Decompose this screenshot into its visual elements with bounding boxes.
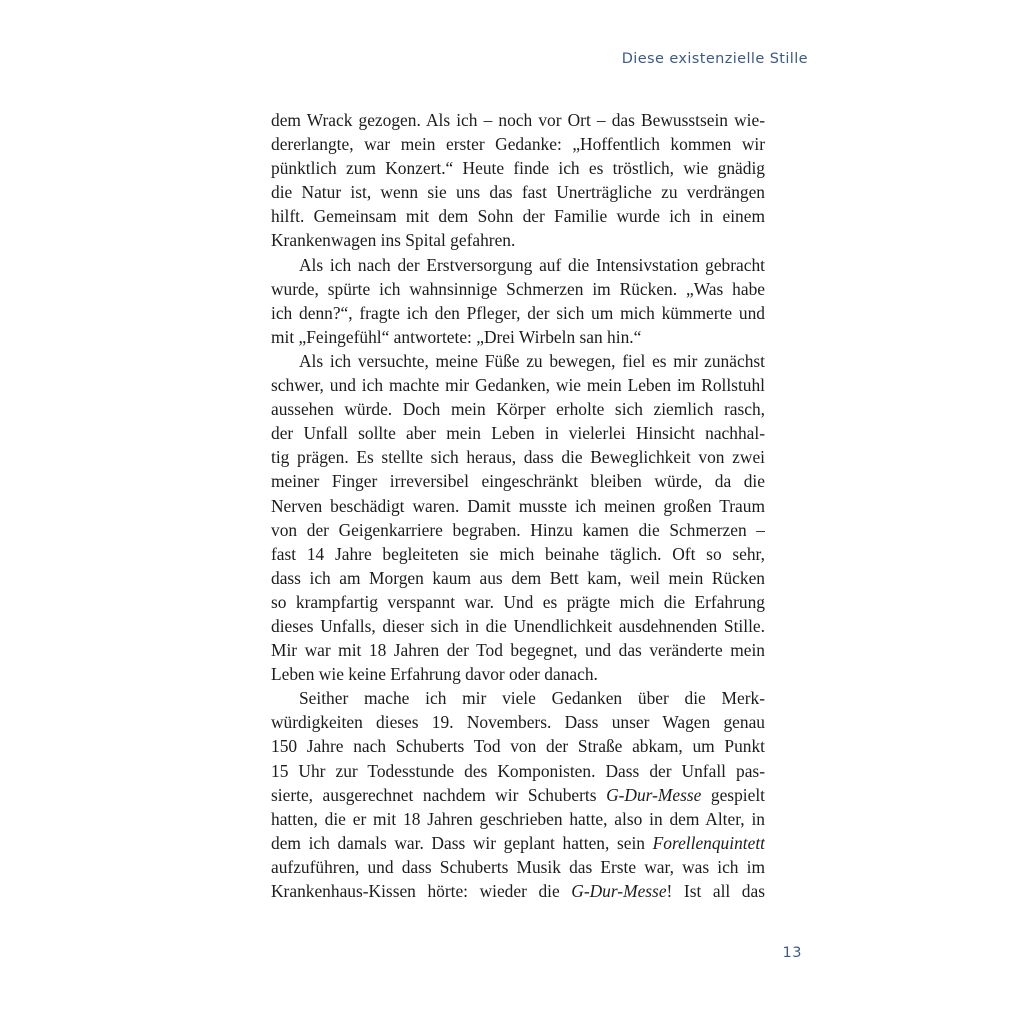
text-segment: 15 Uhr zur Todesstunde des Komponisten. Dass der Unfall pas-	[271, 760, 765, 781]
text-segment: so krampfartig verspannt war. Und es prägte mich die Erfahrung	[271, 591, 765, 612]
text-segment: gespielt	[701, 784, 765, 805]
text-segment: Seither mache ich mir viele Gedanken über die Merk-	[299, 688, 765, 709]
text-line	[271, 759, 765, 783]
text-segment: der Unfall sollte aber mein Leben in vielerlei Hinsicht nachhal-	[271, 423, 765, 444]
text-line	[271, 734, 765, 758]
text-segment: Nerven beschädigt waren. Damit musste ich meinen großen Traum	[271, 495, 765, 516]
text-segment: dieses Unfalls, dieser sich in die Unendlichkeit ausdehnenden Stille.	[271, 615, 765, 636]
text-line	[271, 879, 765, 903]
text-line	[271, 445, 765, 469]
text-segment: dem ich damals war. Dass wir geplant hatten, sein	[271, 832, 653, 853]
text-line	[271, 662, 765, 686]
text-segment: meiner Finger irreversibel eingeschränkt bleiben würde, da die	[271, 471, 765, 492]
text-segment: dererlangte, war mein erster Gedanke: „Hoffentlich kommen wir	[271, 134, 765, 155]
text-segment: dass ich am Morgen kaum aus dem Bett kam, weil mein Rücken	[271, 567, 765, 588]
text-segment: aufzuführen, und dass Schuberts Musik das Erste war, was ich im	[271, 856, 765, 877]
text-line	[271, 253, 765, 277]
text-segment: dem Wrack gezogen. Als ich – noch vor Ort – das Bewusstsein wie-	[271, 110, 765, 130]
running-head: Diese existenzielle Stille	[621, 51, 808, 67]
text-line	[271, 494, 765, 518]
body-text	[271, 108, 765, 903]
page-number: 13	[782, 945, 802, 961]
text-line	[271, 156, 765, 180]
text-line	[271, 638, 765, 662]
text-segment: tig prägen. Es stellte sich heraus, dass die Beweglichkeit von zwei	[271, 447, 765, 468]
text-line	[271, 132, 765, 156]
text-line	[271, 469, 765, 493]
text-line	[271, 325, 765, 349]
text-line	[271, 349, 765, 373]
text-segment: aussehen würde. Doch mein Körper erholte sich ziemlich rasch,	[271, 399, 765, 420]
text-line	[271, 807, 765, 831]
text-line	[271, 855, 765, 879]
text-segment: hatten, die er mit 18 Jahren geschrieben hatte, also in dem Alter, in	[271, 808, 765, 829]
text-segment: sierte, ausgerechnet nachdem wir Schuberts	[271, 784, 607, 805]
text-segment: Krankenhaus-Kissen hörte: wieder die	[271, 881, 572, 901]
text-segment: schwer, und ich machte mir Gedanken, wie mein Leben im Rollstuhl	[271, 375, 765, 396]
text-segment: würdigkeiten dieses 19. Novembers. Dass unser Wagen genau	[271, 712, 765, 733]
text-line	[271, 301, 765, 325]
text-line	[271, 277, 765, 301]
text-line	[271, 542, 765, 566]
text-line	[271, 228, 765, 252]
text-segment: ich denn?“, fragte ich den Pfleger, der sich um mich kümmerte und	[271, 302, 765, 323]
text-line	[271, 710, 765, 734]
text-line	[271, 397, 765, 421]
text-segment: ! Ist all das	[666, 881, 765, 901]
italic-title: G-Dur-Messe	[606, 784, 702, 805]
text-segment: die Natur ist, wenn sie uns das fast Unerträgliche zu verdrängen	[271, 182, 765, 203]
text-line	[271, 108, 765, 132]
text-segment: 150 Jahre nach Schuberts Tod von der Straße abkam, um Punkt	[271, 736, 765, 757]
text-segment: Krankenwagen ins Spital gefahren.	[271, 230, 516, 251]
text-segment: pünktlich zum Konzert.“ Heute finde ich es tröstlich, wie gnädig	[271, 158, 765, 179]
text-segment: fast 14 Jahre begleiteten sie mich beinahe täglich. Oft so sehr,	[271, 543, 765, 564]
text-line	[271, 421, 765, 445]
text-line	[271, 518, 765, 542]
text-segment: Als ich versuchte, meine Füße zu bewegen, fiel es mir zunächst	[299, 350, 765, 371]
text-line	[271, 686, 765, 710]
text-line	[271, 831, 765, 855]
text-line	[271, 783, 765, 807]
text-segment: wurde, spürte ich wahnsinnige Schmerzen im Rücken. „Was habe	[271, 278, 765, 299]
text-line	[271, 373, 765, 397]
text-segment: hilft. Gemeinsam mit dem Sohn der Familie wurde ich in einem	[271, 206, 765, 227]
text-line	[271, 590, 765, 614]
text-segment: Mir war mit 18 Jahren der Tod begegnet, und das veränderte mein	[271, 640, 765, 661]
italic-title: G-Dur-Messe	[571, 881, 667, 901]
text-segment: von der Geigenkarriere begraben. Hinzu kamen die Schmerzen –	[271, 519, 765, 540]
text-line	[271, 204, 765, 228]
text-line	[271, 566, 765, 590]
text-segment: Als ich nach der Erstversorgung auf die Intensivstation gebracht	[299, 254, 765, 275]
text-line	[271, 180, 765, 204]
italic-title: Forellenquintett	[652, 832, 765, 853]
text-segment: mit „Feingefühl“ antwortete: „Drei Wirbeln san hin.“	[271, 326, 642, 347]
text-line	[271, 614, 765, 638]
text-segment: Leben wie keine Erfahrung davor oder danach.	[271, 664, 598, 685]
